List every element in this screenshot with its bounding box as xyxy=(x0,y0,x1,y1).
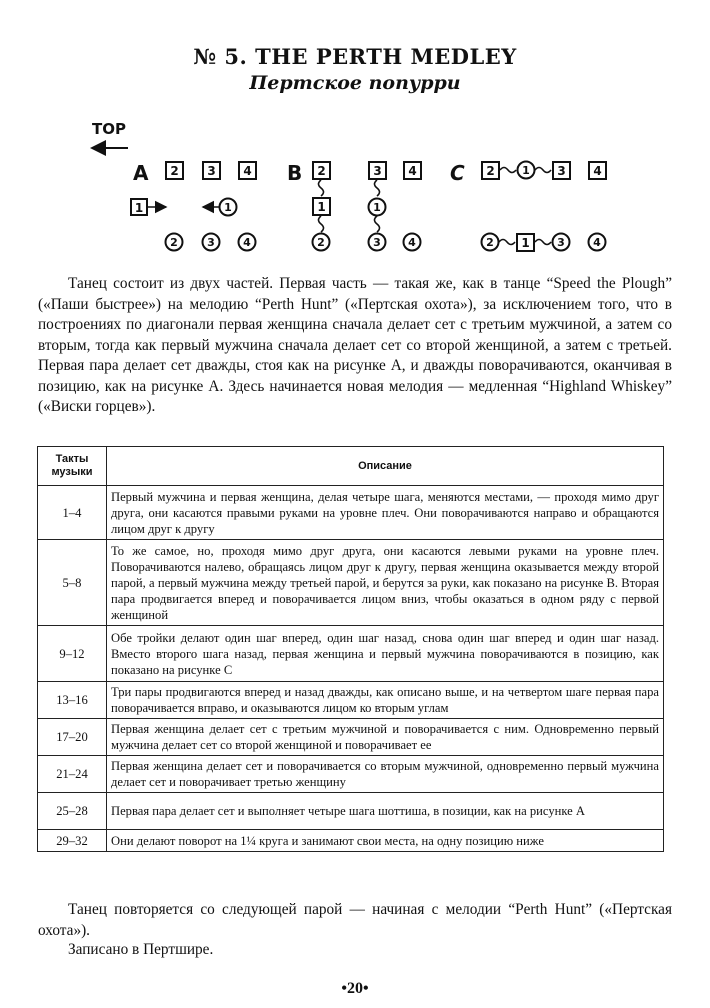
description-cell: Первая пара делает сет и выполняет четыре шага шоттиша, в позиции, как на рисунке А xyxy=(107,793,664,830)
figure-b-man-2: 2 xyxy=(317,164,326,178)
figure-b-man-4: 4 xyxy=(408,164,417,178)
figure-a-first-couple xyxy=(131,199,237,216)
table-row xyxy=(38,682,664,719)
figure-b-first-man: 1 xyxy=(317,200,326,214)
figure-a-woman-2: 2 xyxy=(170,236,178,249)
bars-cell: 5–8 xyxy=(38,540,107,626)
figure-c-row1 xyxy=(482,162,606,180)
bars-cell: 21–24 xyxy=(38,756,107,793)
figure-b-right-column xyxy=(369,162,387,251)
figure-c-first-man: 1 xyxy=(521,236,530,250)
figure-b-letter: B xyxy=(287,161,303,185)
table-row xyxy=(38,830,664,852)
bars-cell: 13–16 xyxy=(38,682,107,719)
figure-c-man-4: 4 xyxy=(593,164,602,178)
bars-cell: 25–28 xyxy=(38,793,107,830)
figure-b-first-woman: 1 xyxy=(373,201,381,214)
figure-a-man-4: 4 xyxy=(243,164,252,178)
figure-c-woman-2: 2 xyxy=(486,236,494,249)
bars-cell: 9–12 xyxy=(38,626,107,682)
figure-c-woman-4: 4 xyxy=(593,236,601,249)
description-cell: Первая женщина делает сет и поворачивается со вторым мужчиной, одновременно первый мужчина делает сет и поворачивает третью женщину xyxy=(107,756,664,793)
description-header: Описание xyxy=(107,447,664,486)
bars-header: Такты музыки xyxy=(38,447,107,486)
table-row xyxy=(38,626,664,682)
figure-b-woman-2: 2 xyxy=(317,236,325,249)
steps-table xyxy=(37,446,664,852)
figure-c-man-3: 3 xyxy=(557,164,566,178)
recorded-note: Записано в Пертшире. xyxy=(68,941,214,958)
figure-a-woman-3: 3 xyxy=(207,236,215,249)
figure-c-woman-3: 3 xyxy=(557,236,565,249)
page-number: •20• xyxy=(341,980,369,997)
figure-b-woman-4: 4 xyxy=(408,236,416,249)
description-cell: То же самое, но, проходя мимо друг друга, они касаются левыми руками на уровне плеч. Поворачиваются налево, обращаясь лицом друг к другу, первая женщина оказывается между второй парой, а первый мужчина между третьей парой, и берутся за руки, как показано на рисунке В. Вторая пара продвигается вперед и поворачивается лицом вниз, чтобы оказаться в одном ряду с первой женщиной xyxy=(107,540,664,626)
figure-a-row1 xyxy=(166,162,256,179)
description-cell: Обе тройки делают один шаг вперед, один шаг назад, снова один шаг вперед и один шаг назад. Вместо второго шага назад, первая женщина и первый мужчина поворачиваются в позицию, как показано на рисунке С xyxy=(107,626,664,682)
description-cell: Три пары продвигаются вперед и назад дважды, как описано выше, и на четвертом шаге первая пара поворачивается вправо, и оказываются лицом ко вторым углам xyxy=(107,682,664,719)
table-row xyxy=(38,756,664,793)
outro-paragraph: Танец повторяется со следующей парой — начиная с мелодии “Perth Hunt” («Пертская охота»). xyxy=(38,901,672,939)
table-row xyxy=(38,793,664,830)
figure-c-first-woman: 1 xyxy=(522,164,530,177)
bars-cell: 17–20 xyxy=(38,719,107,756)
description-cell: Первый мужчина и первая женщина, делая четыре шага, меняются местами, — проходя мимо друг друга, они касаются правыми руками на уровне плеч. Они поворачиваются направо и обращаются лицом друг к другу xyxy=(107,486,664,540)
top-label: TOP xyxy=(92,120,126,138)
bars-cell: 29–32 xyxy=(38,830,107,852)
figure-b-left-column xyxy=(313,162,331,251)
figure-a-letter: A xyxy=(133,161,149,185)
bars-cell: 1–4 xyxy=(38,486,107,540)
figure-a-woman-4: 4 xyxy=(243,236,251,249)
formation-diagram xyxy=(0,110,710,260)
figure-a-first-woman: 1 xyxy=(224,201,232,214)
description-cell: Они делают поворот на 1¼ круга и занимают свои места, на одну позицию ниже xyxy=(107,830,664,852)
dance-subtitle: Пертское попурри xyxy=(249,72,461,94)
figure-c-man-2: 2 xyxy=(486,164,495,178)
figure-c-row3 xyxy=(482,234,606,252)
dance-title: № 5. THE PERTH MEDLEY xyxy=(193,44,517,69)
description-cell: Первая женщина делает сет с третьим мужчиной и поворачивается с ним. Одновременно первый мужчина делает сет со второй женщиной и поворачивает ее xyxy=(107,719,664,756)
figure-a-first-man: 1 xyxy=(134,201,144,215)
table-header-row xyxy=(38,447,664,486)
figure-c-letter: C xyxy=(450,161,465,185)
figure-b-man-3: 3 xyxy=(373,164,382,178)
table-row xyxy=(38,719,664,756)
figure-a-man-3: 3 xyxy=(207,164,216,178)
figure-a-row3 xyxy=(166,234,256,251)
figure-b-fourth-couple xyxy=(404,162,422,251)
table-row xyxy=(38,486,664,540)
table-row xyxy=(38,540,664,626)
intro-paragraph: Танец состоит из двух частей. Первая часть — такая же, как в танце “Speed the Plough” («Паши быстрее») на мелодию “Perth Hunt” («Пертская охота»), за исключением того, что в построениях по диагонали первая женщина сначала делает сет с третьим мужчиной, а затем со вторым, тогда как первый мужчина сначала делает сет со второй женщиной, а затем с третьей. Первая пара делает сет дважды, стоя как на рисунке А, и дважды поворачиваются, оканчивая в позицию, как на рисунке А. Здесь начинается новая мелодия — медленная “Highland Whiskey” («Виски горцев»). xyxy=(38,275,672,415)
figure-b-woman-3: 3 xyxy=(373,236,381,249)
figure-a-man-2: 2 xyxy=(170,164,179,178)
